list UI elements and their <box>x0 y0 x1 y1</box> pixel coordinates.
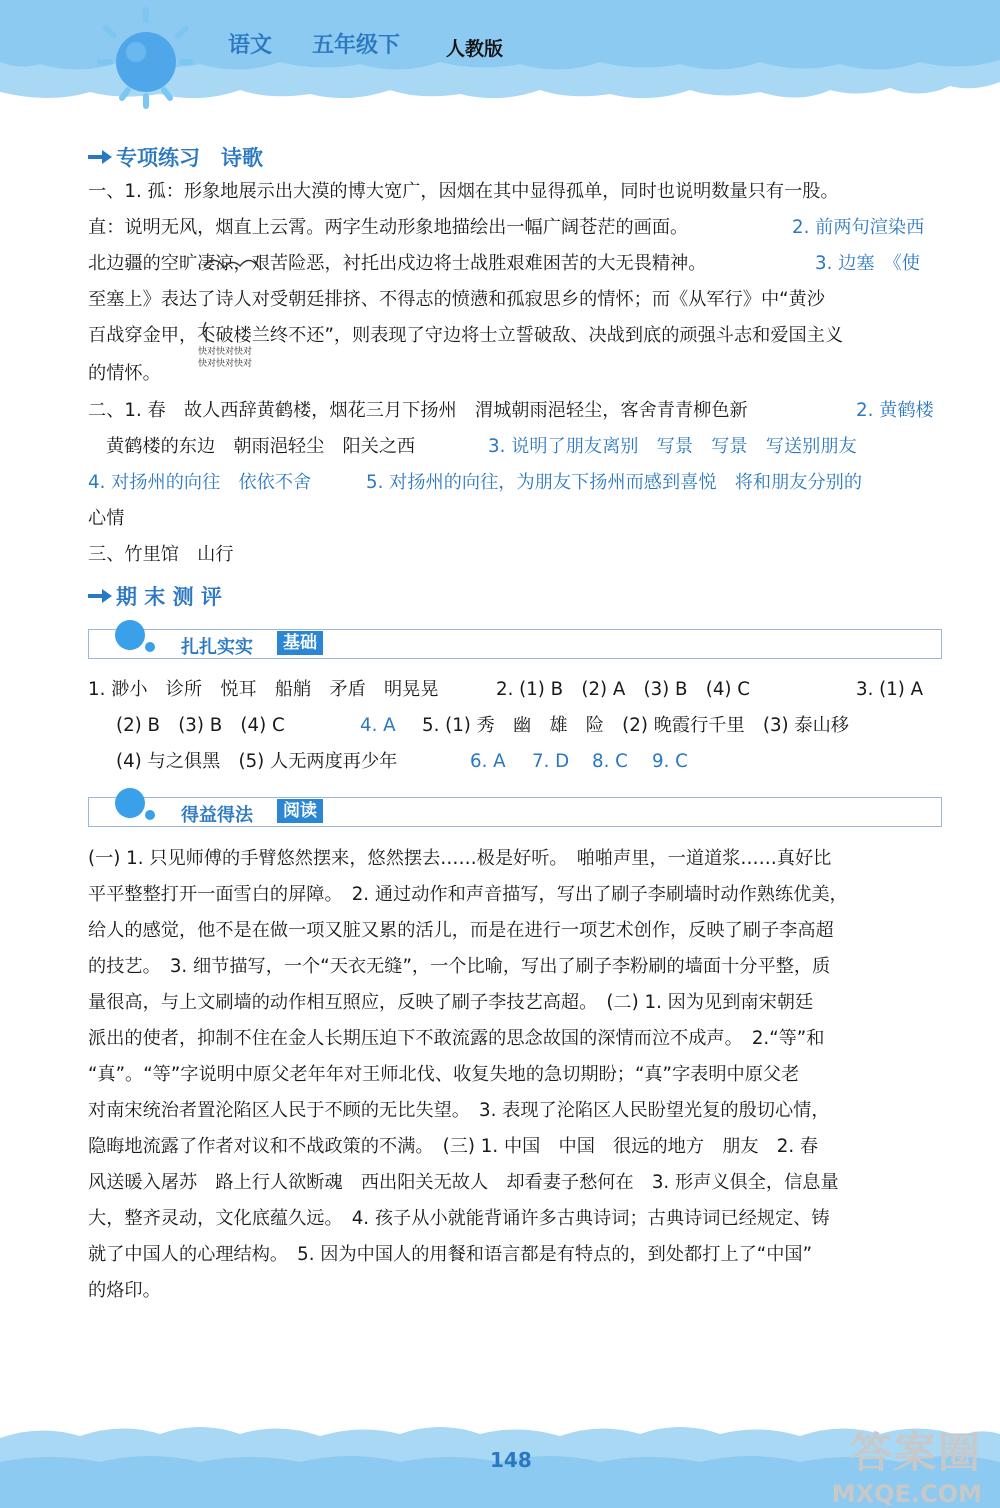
section-title-text: 专项练习 诗歌 <box>116 146 263 170</box>
answer-line: 的烙印。 <box>88 1280 161 1301</box>
bubble-icon <box>115 620 145 650</box>
answer-line: 8. C <box>592 751 628 772</box>
sun-icon <box>86 6 206 110</box>
box-basic-label: 扎扎实实 <box>181 637 253 658</box>
answer-line: 平平整整打开一面雪白的屏障。 2. 通过动作和声音描写，写出了刷子李刷墙时动作熟练优美， <box>88 884 848 905</box>
answer-line: 至塞上》表达了诗人对受朝廷排挤、不得志的愤懑和孤寂思乡的情怀；而《从军行》中“黄沙 <box>88 289 825 310</box>
answer-line: 3. 说明了朋友离别 写景 写景 写送别朋友 <box>488 436 857 457</box>
answer-line: 百战穿金甲，不破楼兰终不还”，则表现了守边将士立誓破敌、决战到底的顽强斗志和爱国主义 <box>88 325 844 346</box>
bubble-icon <box>145 810 155 820</box>
answer-line: 隐晦地流露了作者对议和不战政策的不满。 (三) 1. 中国 中国 很远的地方 朋友 2. 春 <box>88 1136 819 1157</box>
box-basic <box>88 629 942 659</box>
answer-line: 量很高，与上文刷墙的动作相互照应，反映了刷子李技艺高超。 (二) 1. 因为见到南宋朝廷 <box>88 992 814 1013</box>
answer-line: 风送暖入屠苏 路上行人欲断魂 西出阳关无故人 却看妻子愁何在 3. 形声义俱全，信息量 <box>88 1172 839 1193</box>
answer-line: 对南宋统治者置沦陷区人民于不顾的无比失望。 3. 表现了沦陷区人民盼望光复的殷切心情， <box>88 1100 830 1121</box>
answer-line: (4) 与之俱黑 (5) 人无两度再少年 <box>116 751 398 772</box>
answer-line: 3. 边塞 《使 <box>815 253 920 274</box>
answer-line: 派出的使者，抑制不住在金人长期压迫下不敢流露的思念故国的深情而泣不成声。 2.“等”和 <box>88 1028 825 1049</box>
answer-line: 7. D <box>532 751 570 772</box>
answer-line: 2. 前两句渲染西 <box>792 217 925 238</box>
answer-line: 2. 黄鹤楼 <box>856 400 934 421</box>
answer-line: 3. (1) A <box>856 679 924 700</box>
answer-line: 北边疆的空旷凄凉，艰苦险恶，衬托出戍边将士战胜艰难困苦的大无畏精神。 <box>88 253 707 274</box>
box-reading <box>88 797 942 827</box>
answer-line: (2) B (3) B (4) C <box>116 715 285 736</box>
header-grade: 五年级下 <box>312 33 401 58</box>
arrow-right-icon <box>88 150 112 164</box>
section-title-final-test <box>88 581 222 611</box>
handwritten-note: 快对快对快对 <box>198 347 253 357</box>
answer-line: 6. A <box>470 751 506 772</box>
section-title-text: 期 末 测 评 <box>116 585 222 609</box>
header-edition: 人教版 <box>446 38 504 60</box>
box-reading-tag: 阅读 <box>277 799 323 823</box>
answer-line: 二、1. 春 故人西辞黄鹤楼，烟花三月下扬州 渭城朝雨浥轻尘，客舍青青柳色新 <box>88 400 748 421</box>
answer-line: 心情 <box>88 508 125 529</box>
watermark <box>832 1420 982 1508</box>
answer-line: 就了中国人的心理结构。 5. 因为中国人的用餐和语言都是有特点的，到处都打上了“中国” <box>88 1244 813 1265</box>
answer-line: 5. 对扬州的向往，为朋友下扬州而感到喜悦 将和朋友分别的 <box>366 472 863 493</box>
answer-line: 5. (1) 秀 幽 雄 险 (2) 晚霞行千里 (3) 泰山移 <box>422 715 849 736</box>
pen-scribble <box>196 252 276 352</box>
answer-line: 9. C <box>652 751 688 772</box>
answer-line: 直：说明无风，烟直上云霄。两字生动形象地描绘出一幅广阔苍茫的画面。 <box>88 217 689 238</box>
answer-line: 黄鹤楼的东边 朝雨浥轻尘 阳关之西 <box>106 436 416 457</box>
box-basic-tag: 基础 <box>277 631 323 655</box>
answer-line: “真”。“等”字说明中原父老年年对王师北伐、收复失地的急切期盼；“真”字表明中原父老 <box>88 1064 800 1085</box>
section-title-poetry <box>88 142 263 172</box>
watermark-logo: 答案圈 <box>849 1428 982 1477</box>
answer-line: 的情怀。 <box>88 363 161 384</box>
answer-line: 的技艺。 3. 细节描写，一个“天衣无缝”，一个比喻，写出了刷子李粉刷的墙面十分平整，质 <box>88 956 831 977</box>
answer-line: 给人的感觉，他不是在做一项又脏又累的活儿，而是在进行一项艺术创作，反映了刷子李高超 <box>88 920 834 941</box>
answer-line: 4. A <box>360 715 396 736</box>
answer-line: 2. (1) B (2) A (3) B (4) C <box>496 679 750 700</box>
arrow-right-icon <box>88 589 112 603</box>
bubble-icon <box>145 642 155 652</box>
handwritten-note: 快对快对快对 <box>198 359 253 369</box>
answer-line: 4. 对扬州的向往 依依不舍 <box>88 472 312 493</box>
bubble-icon <box>115 788 145 818</box>
answer-line: 1. 渺小 诊所 悦耳 船艄 矛盾 明晃晃 <box>88 679 439 700</box>
answer-line: 三、竹里馆 山行 <box>88 544 234 565</box>
answer-line: (一) 1. 只见师傅的手臂悠然摆来，悠然摆去……极是好听。 啪啪声里，一道道浆……真好比 <box>88 848 832 869</box>
header-subject: 语文 <box>228 33 273 58</box>
answer-line: 一、1. 孤：形象地展示出大漠的博大宽广，因烟在其中显得孤单，同时也说明数量只有一股。 <box>88 181 839 202</box>
answer-line: 大，整齐灵动，文化底蕴久远。 4. 孩子从小就能背诵许多古典诗词；古典诗词已经规定、铸 <box>88 1208 830 1229</box>
page-number: 148 <box>490 1448 532 1472</box>
watermark-url: MXQE.COM <box>831 1480 982 1508</box>
box-reading-label: 得益得法 <box>181 805 253 826</box>
